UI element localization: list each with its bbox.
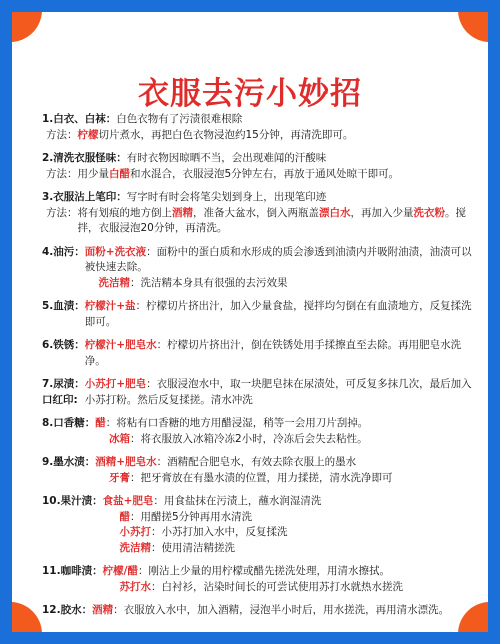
highlight-text: 苏打水 bbox=[119, 580, 151, 593]
tip-description bbox=[85, 245, 472, 276]
tip-description bbox=[103, 564, 472, 580]
tip-label: 3.衣服沾上笔印： bbox=[42, 191, 127, 203]
tip-description bbox=[116, 112, 472, 128]
tip-text: ：酒精配合肥皂水，有效去除衣服上的墨水 bbox=[156, 456, 357, 468]
tip-header-row bbox=[42, 377, 472, 408]
highlight-text: 酒精 bbox=[92, 604, 114, 616]
tip-description bbox=[127, 190, 472, 206]
tip-label: 10.果汁渍： bbox=[42, 495, 103, 507]
highlight-text: 洗洁精 bbox=[98, 276, 130, 289]
highlight-text: 小苏打 bbox=[119, 526, 151, 538]
tip-text: ：柠檬切片挤出汁，加入少量食盐，搅拌均匀倒在有血渍地方，反复揉洗即可。 bbox=[84, 300, 472, 328]
tip-text: ：衣服浸泡水中，取一块肥皂抹在尿渍处，可反复多抹几次，最后加入小苏打粉。然后反复揉搓。清水冲洗 bbox=[84, 378, 472, 406]
tip-method-row bbox=[42, 541, 472, 557]
highlight-text: 白醋 bbox=[109, 167, 130, 180]
tip-method-row bbox=[42, 206, 472, 237]
corner-decoration bbox=[458, 12, 488, 42]
tip-text: ：白衬衫，沾染时间长的可尝试使用苏打水就热水搓洗 bbox=[151, 580, 403, 593]
tip-label: 12.胶水： bbox=[42, 604, 93, 616]
method-text bbox=[109, 471, 472, 487]
highlight-text: 柠檬/醋 bbox=[102, 565, 138, 577]
tip-text: 。搅拌，衣服浸泡20分钟，再清洗。 bbox=[77, 206, 466, 234]
poster-title: 衣服去污小妙招 bbox=[138, 76, 362, 112]
tip-section bbox=[42, 455, 472, 486]
highlight-text: 洗衣粉 bbox=[413, 206, 445, 219]
tip-text: 将有划痕的地方倒上 bbox=[77, 206, 172, 219]
method-text bbox=[78, 206, 473, 237]
tip-text: 和水混合，衣服浸泡5分钟左右，再放于通风处晾干即可。 bbox=[130, 167, 400, 180]
tip-text: 白色衣物有了污渍很难根除 bbox=[116, 113, 243, 125]
highlight-text: 柠檬汁+肥皂水 bbox=[84, 339, 157, 351]
method-text bbox=[99, 276, 473, 292]
tip-text: ：把牙膏放在有墨水渍的位置，用力揉搓，清水洗净即可 bbox=[130, 471, 393, 484]
method-label bbox=[46, 541, 120, 557]
highlight-text: 漂白水 bbox=[319, 206, 351, 219]
tip-label: 8.口香糖： bbox=[42, 417, 96, 429]
tip-section bbox=[42, 338, 472, 369]
tip-section bbox=[42, 564, 472, 595]
tip-description bbox=[92, 603, 472, 619]
tip-header-row bbox=[42, 190, 472, 206]
method-text bbox=[120, 580, 473, 596]
highlight-text: 酒精 bbox=[172, 206, 193, 219]
tip-text: ：柠檬切片挤出汁，倒在铁锈处用手揉擦直至去除。再用肥皂水洗净。 bbox=[84, 339, 462, 367]
method-label: 方法： bbox=[46, 128, 78, 141]
tip-header-row bbox=[42, 151, 472, 167]
poster-frame bbox=[12, 12, 488, 632]
tip-header-row bbox=[42, 416, 472, 432]
tip-header-row bbox=[42, 564, 472, 580]
tip-label: 5.血渍： bbox=[42, 300, 85, 312]
tip-section bbox=[42, 416, 472, 447]
tip-method-row bbox=[42, 510, 472, 526]
tip-label: 7.尿渍： 口红印: bbox=[42, 378, 85, 406]
tip-label: 4.油污： bbox=[42, 245, 85, 258]
tip-method-row bbox=[42, 128, 472, 144]
method-label bbox=[46, 510, 120, 526]
method-text bbox=[78, 128, 473, 144]
tip-text: 切片煮水，再把白色衣物浸泡约15分钟，再清洗即可。 bbox=[98, 128, 354, 141]
tip-text: ：小苏打加入水中，反复揉洗 bbox=[151, 526, 288, 538]
tip-text: ：衣服放入水中，加入酒精，浸泡半小时后，用水搓洗，再用清水漂洗。 bbox=[113, 604, 450, 616]
tip-method-row bbox=[42, 471, 472, 487]
tip-text: ：使用清洁精搓洗 bbox=[151, 541, 235, 554]
tip-header-row bbox=[42, 299, 472, 330]
tip-text: 有时衣物因晾晒不当，会出现难闻的汗酸味 bbox=[126, 152, 327, 164]
highlight-text: 醋 bbox=[95, 417, 106, 429]
method-label: 方法： bbox=[46, 206, 78, 219]
tip-method-row bbox=[42, 580, 472, 596]
tip-section bbox=[42, 377, 472, 408]
method-text bbox=[109, 432, 472, 448]
tip-text: ：面粉中的蛋白质和水形成的质会渗透到油渍内并吸附油渍，油渍可以被快速去除。 bbox=[84, 245, 472, 273]
tip-method-row bbox=[42, 276, 472, 292]
method-text bbox=[120, 525, 473, 541]
tip-method-row bbox=[42, 525, 472, 541]
tip-section bbox=[42, 245, 472, 292]
tip-description bbox=[85, 299, 472, 330]
tip-label: 2.清洗衣服怪味： bbox=[42, 152, 127, 164]
tip-section bbox=[42, 299, 472, 330]
tip-description bbox=[85, 377, 472, 408]
tip-header-row bbox=[42, 112, 472, 128]
tip-header-row bbox=[42, 494, 472, 510]
highlight-text: 柠檬汁+盐 bbox=[84, 300, 136, 312]
tip-text: ：用食盐抹在污渍上，蘸水润湿清洗 bbox=[153, 495, 322, 507]
highlight-text: 牙膏 bbox=[109, 471, 130, 484]
tip-description bbox=[95, 455, 472, 471]
method-label bbox=[46, 432, 109, 448]
tip-label: 9.墨水渍： bbox=[42, 456, 96, 468]
highlight-text: 洗洁精 bbox=[119, 541, 151, 554]
tip-text: ，准备大盆水，倒入两瓶盖 bbox=[193, 206, 319, 219]
tip-description bbox=[95, 416, 472, 432]
tip-text: ：将衣服放入冰箱冷冻2小时，冷冻后会失去粘性。 bbox=[130, 432, 368, 445]
tip-label: 1.白衣、白袜： bbox=[42, 113, 117, 125]
tip-text: 用少量 bbox=[77, 167, 109, 180]
tip-label: 11.咖啡渍： bbox=[42, 565, 103, 577]
method-label bbox=[46, 525, 120, 541]
tip-method-row bbox=[42, 167, 472, 183]
tip-text: ：洗洁精本身具有很强的去污效果 bbox=[130, 276, 288, 289]
method-text bbox=[120, 541, 473, 557]
method-text bbox=[120, 510, 473, 526]
tip-label: 6.铁锈： bbox=[42, 339, 85, 351]
tip-description bbox=[103, 494, 472, 510]
highlight-text: 食盐+肥皂 bbox=[102, 495, 154, 507]
tip-text: ：刚沾上少量的用柠檬或醋先搓洗处理，用清水擦拭。 bbox=[137, 565, 390, 577]
tip-section bbox=[42, 190, 472, 237]
tip-section bbox=[42, 151, 472, 182]
highlight-text: 醋 bbox=[119, 510, 130, 523]
tip-header-row bbox=[42, 455, 472, 471]
tip-text: ，再加入少量 bbox=[350, 206, 414, 219]
method-text bbox=[78, 167, 473, 183]
tip-text: ：用醋搓5分钟再用水清洗 bbox=[130, 510, 253, 523]
highlight-text: 冰箱 bbox=[109, 432, 130, 445]
tip-header-row bbox=[42, 338, 472, 369]
tip-header-row bbox=[42, 245, 472, 276]
tip-text: 写字时有时会将笔尖划到身上，出现笔印迹 bbox=[126, 191, 327, 203]
tip-section bbox=[42, 112, 472, 143]
method-label bbox=[46, 276, 99, 292]
tip-section bbox=[42, 603, 472, 619]
tip-section bbox=[42, 494, 472, 556]
method-label bbox=[46, 471, 109, 487]
method-label bbox=[46, 580, 120, 596]
highlight-text: 面粉+洗衣液 bbox=[84, 245, 147, 258]
highlight-text: 酒精+肥皂水 bbox=[95, 456, 157, 468]
tip-description bbox=[127, 151, 472, 167]
tip-text: ：将粘有口香糖的地方用醋浸湿，稍等一会用刀片刮掉。 bbox=[105, 417, 369, 429]
tips-list bbox=[42, 112, 472, 627]
tip-method-row bbox=[42, 432, 472, 448]
corner-decoration bbox=[12, 12, 42, 42]
method-label: 方法： bbox=[46, 167, 78, 180]
tip-header-row bbox=[42, 603, 472, 619]
tip-description bbox=[85, 338, 472, 369]
highlight-text: 小苏打+肥皂 bbox=[84, 378, 147, 390]
corner-decoration bbox=[12, 602, 42, 632]
highlight-text: 柠檬 bbox=[77, 128, 99, 141]
